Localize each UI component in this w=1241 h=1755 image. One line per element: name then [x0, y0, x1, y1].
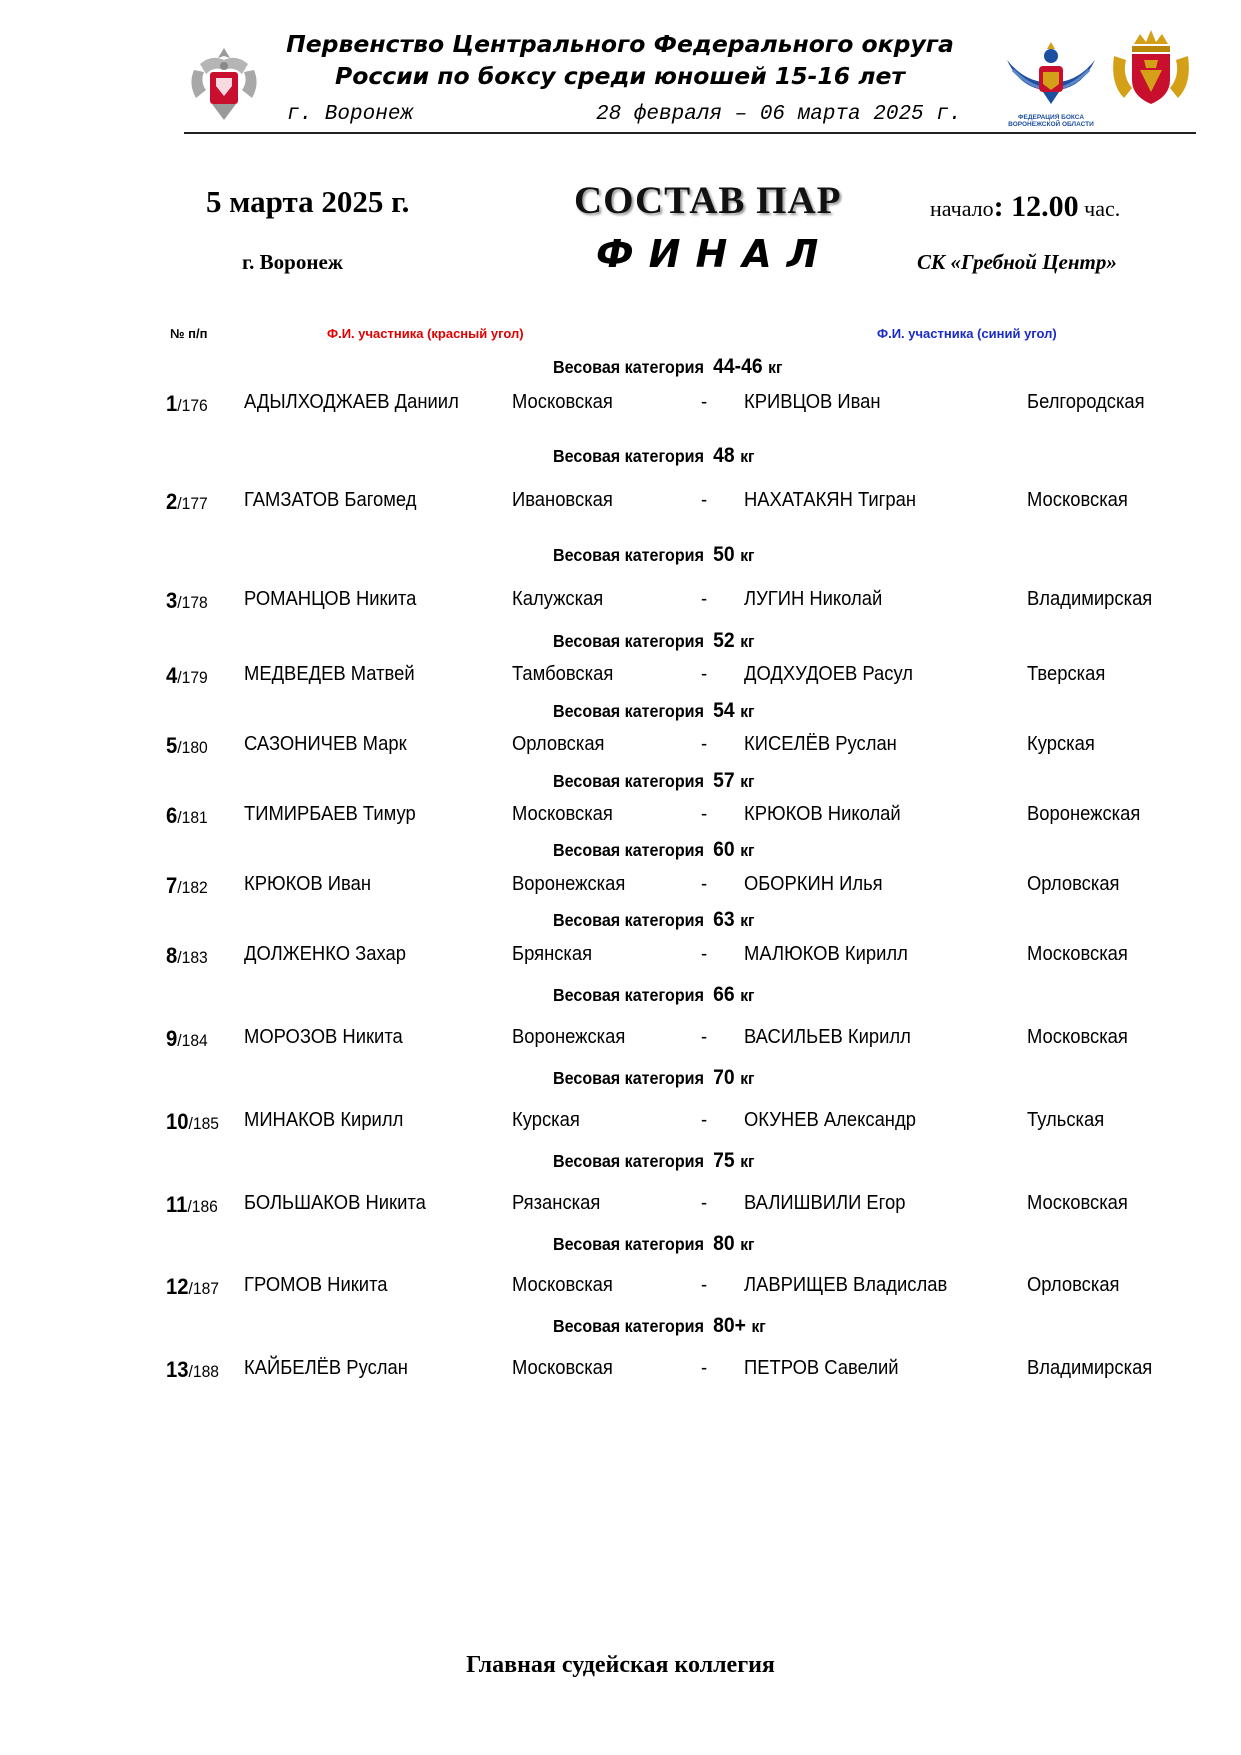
weight-category [553, 699, 792, 723]
weight-category [553, 983, 792, 1007]
bout-index: 5 [166, 733, 178, 758]
blue-corner-region: Владимирская [1027, 1357, 1153, 1379]
versus-dash: - [701, 1109, 708, 1131]
city-label: г. Воронеж [242, 250, 344, 274]
bout-number [166, 1357, 219, 1383]
red-corner-region: Московская [512, 391, 613, 413]
blue-corner-region: Тульская [1027, 1109, 1105, 1131]
header-city: г. Воронеж [287, 103, 414, 126]
weight-category-unit: кг [740, 841, 755, 860]
start-time [930, 190, 1120, 224]
red-corner-name: КАЙБЕЛЁВ Руслан [244, 1357, 408, 1379]
weight-category-value: 66 [713, 983, 735, 1006]
bout-id: /176 [177, 396, 208, 415]
weight-category-label: Весовая категория [553, 1234, 704, 1254]
versus-dash: - [701, 391, 708, 413]
weight-category-label: Весовая категория [553, 631, 704, 651]
weight-category [553, 444, 792, 468]
versus-dash: - [701, 663, 708, 685]
weight-category [553, 543, 792, 567]
blue-corner-name: КРЮКОВ Николай [744, 803, 901, 825]
blue-corner-name: НАХАТАКЯН Тигран [744, 489, 917, 511]
red-corner-name: ТИМИРБАЕВ Тимур [244, 803, 416, 825]
weight-category [553, 769, 792, 793]
voronezh-boxing-federation-logo-icon [1003, 40, 1099, 132]
bout-index: 13 [166, 1357, 189, 1382]
versus-dash: - [701, 943, 708, 965]
bout-index: 10 [166, 1109, 189, 1134]
weight-category-unit: кг [751, 1317, 766, 1336]
weight-category-value: 70 [713, 1066, 735, 1089]
bout-row [0, 1274, 1241, 1304]
bout-row [0, 1026, 1241, 1056]
weight-category [553, 355, 792, 379]
versus-dash: - [701, 588, 708, 610]
versus-dash: - [701, 1274, 708, 1296]
red-corner-name: САЗОНИЧЕВ Марк [244, 733, 407, 755]
footer-signature-title: Главная судейская коллегия [466, 1652, 775, 1678]
versus-dash: - [701, 1026, 708, 1048]
bout-index: 11 [166, 1192, 188, 1217]
bout-row [0, 803, 1241, 833]
header-dates: 28 февраля – 06 марта 2025 г. [596, 103, 962, 126]
weight-category-unit: кг [740, 772, 755, 791]
blue-corner-name: ЛАВРИЩЕВ Владислав [744, 1274, 948, 1296]
start-separator: : [993, 190, 1004, 223]
weight-category-value: 48 [713, 444, 735, 467]
bout-number [166, 588, 208, 614]
red-corner-name: АДЫЛХОДЖАЕВ Даниил [244, 391, 459, 413]
blue-corner-region: Курская [1027, 733, 1095, 755]
weight-category-label: Весовая категория [553, 985, 704, 1005]
header-title-line1: Первенство Центрального Федерального округа [286, 30, 954, 58]
weight-category-label: Весовая категория [553, 701, 704, 721]
blue-corner-name: ВАСИЛЬЕВ Кирилл [744, 1026, 911, 1048]
bout-row [0, 588, 1241, 618]
blue-corner-region: Владимирская [1027, 588, 1153, 610]
bout-id: /181 [177, 808, 208, 827]
weight-category-label: Весовая категория [553, 1316, 704, 1336]
weight-category-value: 60 [713, 838, 735, 861]
red-corner-region: Воронежская [512, 1026, 626, 1048]
bout-index: 9 [166, 1026, 178, 1051]
blue-corner-name: ПЕТРОВ Савелий [744, 1357, 899, 1379]
bout-id: /185 [188, 1114, 219, 1133]
red-corner-name: МОРОЗОВ Никита [244, 1026, 403, 1048]
weight-category-label: Весовая категория [553, 446, 704, 466]
bout-index: 1 [166, 391, 178, 416]
red-corner-region: Ивановская [512, 489, 613, 511]
red-corner-name: ГАМЗАТОВ Багомед [244, 489, 417, 511]
page-title: СОСТАВ ПАР [574, 179, 842, 222]
bout-number [166, 1274, 219, 1300]
blue-corner-region: Тверская [1027, 663, 1106, 685]
blue-corner-name: КРИВЦОВ Иван [744, 391, 881, 413]
header-title-line2: России по боксу среди юношей 15-16 лет [334, 62, 906, 90]
weight-category [553, 1232, 792, 1256]
bout-index: 8 [166, 943, 178, 968]
bout-row [0, 733, 1241, 763]
header-divider [184, 132, 1196, 134]
bout-id: /177 [177, 494, 208, 513]
red-corner-region: Московская [512, 1274, 613, 1296]
bout-number [166, 663, 208, 689]
versus-dash: - [701, 489, 708, 511]
bout-index: 2 [166, 489, 178, 514]
blue-corner-name: ОКУНЕВ Александр [744, 1109, 916, 1131]
red-corner-name: РОМАНЦОВ Никита [244, 588, 417, 610]
weight-category-unit: кг [740, 986, 755, 1005]
bout-number [166, 489, 208, 515]
voronezh-federation-caption: ФЕДЕРАЦИЯ БОКСА ВОРОНЕЖСКОЙ ОБЛАСТИ [1008, 114, 1094, 128]
red-corner-region: Московская [512, 803, 613, 825]
weight-category [553, 1314, 792, 1338]
red-corner-name: МЕДВЕДЕВ Матвей [244, 663, 415, 685]
weight-category-unit: кг [768, 358, 783, 377]
blue-corner-region: Орловская [1027, 1274, 1120, 1296]
bout-index: 3 [166, 588, 178, 613]
weight-category-unit: кг [740, 1235, 755, 1254]
red-corner-name: ДОЛЖЕНКО Захар [244, 943, 406, 965]
red-corner-region: Брянская [512, 943, 593, 965]
blue-corner-region: Орловская [1027, 873, 1120, 895]
weight-category-value: 54 [713, 699, 735, 722]
weight-category-label: Весовая категория [553, 910, 704, 930]
blue-corner-name: МАЛЮКОВ Кирилл [744, 943, 908, 965]
weight-category-label: Весовая категория [553, 545, 704, 565]
bout-id: /187 [188, 1279, 219, 1298]
red-corner-region: Калужская [512, 588, 604, 610]
weight-category-unit: кг [740, 1069, 755, 1088]
venue-label: СК «Гребной Центр» [917, 250, 1117, 274]
weight-category-value: 80+ [713, 1314, 746, 1337]
column-header-blue-corner: Ф.И. участника (синий угол) [877, 326, 1057, 341]
stage-title: ФИНАЛ [596, 232, 834, 276]
blue-corner-region: Воронежская [1027, 803, 1141, 825]
bout-row [0, 489, 1241, 519]
document-date: 5 марта 2025 г. [206, 184, 410, 219]
bout-id: /183 [177, 948, 208, 967]
bout-index: 6 [166, 803, 178, 828]
red-corner-name: КРЮКОВ Иван [244, 873, 371, 895]
versus-dash: - [701, 803, 708, 825]
bout-id: /179 [177, 668, 208, 687]
column-header-red-corner: Ф.И. участника (красный угол) [327, 326, 524, 341]
weight-category-value: 52 [713, 629, 735, 652]
weight-category-label: Весовая категория [553, 357, 704, 377]
bout-row [0, 1192, 1241, 1222]
weight-category-unit: кг [740, 1152, 755, 1171]
weight-category-unit: кг [740, 702, 755, 721]
weight-category [553, 838, 792, 862]
blue-corner-name: ДОДХУДОЕВ Расул [744, 663, 914, 685]
bout-id: /178 [177, 593, 208, 612]
bout-index: 12 [166, 1274, 189, 1299]
bout-row [0, 873, 1241, 903]
blue-corner-region: Московская [1027, 1192, 1128, 1214]
versus-dash: - [701, 873, 708, 895]
weight-category [553, 908, 792, 932]
blue-corner-name: ОБОРКИН Илья [744, 873, 883, 895]
red-corner-region: Рязанская [512, 1192, 601, 1214]
blue-corner-name: КИСЕЛЁВ Руслан [744, 733, 897, 755]
blue-corner-region: Московская [1027, 943, 1128, 965]
weight-category-unit: кг [740, 447, 755, 466]
start-time-unit: час. [1078, 196, 1121, 221]
red-corner-name: БОЛЬШАКОВ Никита [244, 1192, 426, 1214]
weight-category-unit: кг [740, 911, 755, 930]
weight-category-value: 63 [713, 908, 735, 931]
bout-id: /180 [177, 738, 208, 757]
weight-category-label: Весовая категория [553, 1151, 704, 1171]
weight-category-unit: кг [740, 546, 755, 565]
red-corner-name: ГРОМОВ Никита [244, 1274, 388, 1296]
versus-dash: - [701, 1357, 708, 1379]
bout-row [0, 391, 1241, 421]
weight-category [553, 629, 792, 653]
bout-index: 7 [166, 873, 178, 898]
bout-number [166, 873, 208, 899]
versus-dash: - [701, 733, 708, 755]
bout-number [166, 1192, 218, 1218]
bout-row [0, 1109, 1241, 1139]
column-header-number: № п/п [170, 326, 208, 341]
bout-id: /182 [177, 878, 208, 897]
weight-category-value: 44-46 [713, 355, 763, 378]
bout-index: 4 [166, 663, 178, 688]
red-corner-region: Орловская [512, 733, 605, 755]
weight-category-value: 57 [713, 769, 735, 792]
bout-row [0, 1357, 1241, 1387]
weight-category [553, 1149, 792, 1173]
blue-corner-name: ЛУГИН Николай [744, 588, 883, 610]
weight-category-label: Весовая категория [553, 840, 704, 860]
voronezh-oblast-coat-of-arms-icon [1110, 26, 1192, 112]
bout-id: /188 [188, 1362, 219, 1381]
weight-category-label: Весовая категория [553, 1068, 704, 1088]
start-label: начало [930, 196, 994, 221]
bout-row [0, 663, 1241, 693]
weight-category-value: 50 [713, 543, 735, 566]
red-corner-region: Воронежская [512, 873, 626, 895]
blue-corner-region: Белгородская [1027, 391, 1145, 413]
red-corner-name: МИНАКОВ Кирилл [244, 1109, 404, 1131]
red-corner-region: Тамбовская [512, 663, 614, 685]
bout-number [166, 391, 208, 417]
red-corner-region: Курская [512, 1109, 580, 1131]
bout-number [166, 1026, 208, 1052]
bout-number [166, 943, 208, 969]
weight-category-value: 80 [713, 1232, 735, 1255]
bout-id: /184 [177, 1031, 208, 1050]
blue-corner-region: Московская [1027, 489, 1128, 511]
bout-number [166, 803, 208, 829]
blue-corner-region: Московская [1027, 1026, 1128, 1048]
bout-number [166, 1109, 219, 1135]
weight-category-label: Весовая категория [553, 771, 704, 791]
bout-id: /186 [187, 1197, 218, 1216]
blue-corner-name: ВАЛИШВИЛИ Егор [744, 1192, 906, 1214]
bout-number [166, 733, 208, 759]
weight-category-unit: кг [740, 632, 755, 651]
versus-dash: - [701, 1192, 708, 1214]
red-corner-region: Московская [512, 1357, 613, 1379]
bout-row [0, 943, 1241, 973]
weight-category-value: 75 [713, 1149, 735, 1172]
weight-category [553, 1066, 792, 1090]
start-time-value: 12.00 [1003, 190, 1079, 223]
